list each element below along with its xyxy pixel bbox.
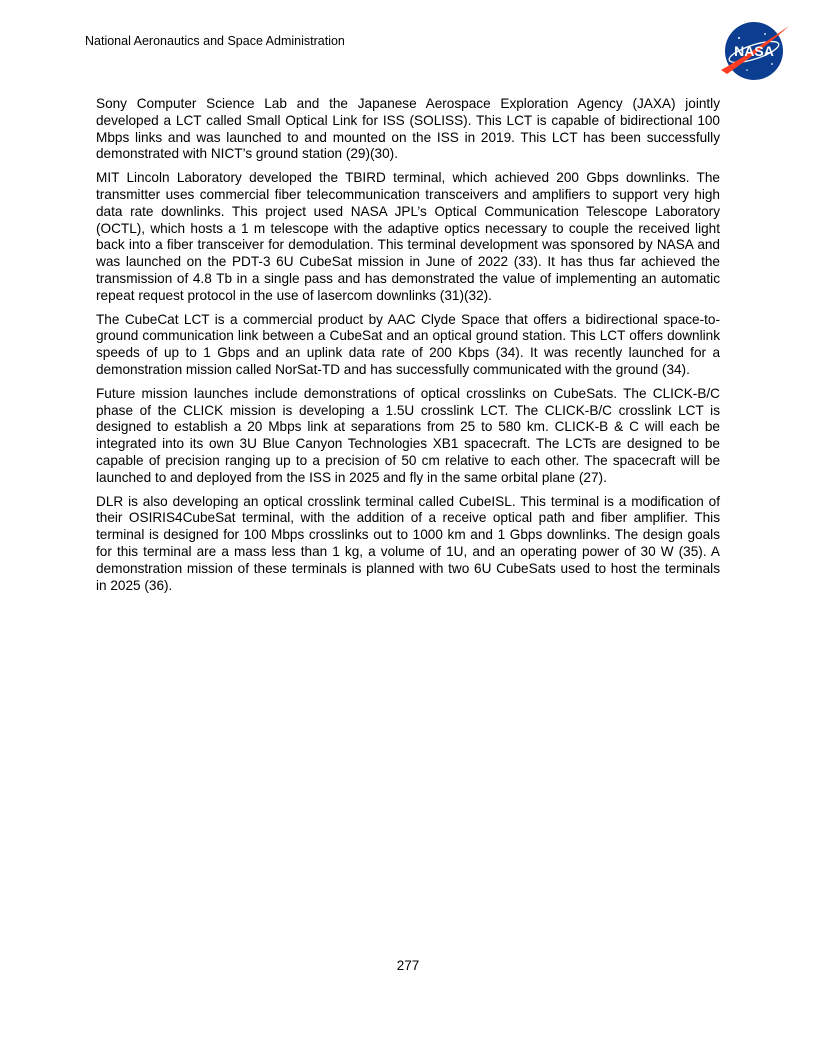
paragraph-click: Future mission launches include demonstrations of optical crosslinks on CubeSats. The CLICK-B/C phase of the CLICK mission is developing a 1.5U crosslink LCT. The CLICK-B/C crosslink LCT is designed to establish a 20 Mbps link at separations from 25 to 580 km. CLICK-B & C will each be integrated into its own 3U Blue Canyon Technologies XB1 spacecraft. The LCTs are designed to be capable of precision ranging up to a precision of 50 cm relative to each other. The spacecraft will be launched to and deployed from the ISS in 2025 and fly in the same orbital plane (27). [96, 385, 720, 485]
paragraph-tbird: MIT Lincoln Laboratory developed the TBIRD terminal, which achieved 200 Gbps downlinks. The transmitter uses commercial fiber telecommunication transceivers and amplifiers to support very high data rate downlinks. This project used NASA JPL’s Optical Communication Telescope Laboratory (OCTL), which hosts a 1 m telescope with the adaptive optics necessary to couple the received light back into a fiber transceiver for demodulation. This terminal development was sponsored by NASA and was launched on the PDT-3 6U CubeSat mission in June of 2022 (33). It has thus far achieved the transmission of 4.8 Tb in a single pass and has demonstrated the value of implementing an automatic repeat request protocol in the use of lasercom downlinks (31)(32). [96, 170, 720, 303]
paragraph-soliss: Sony Computer Science Lab and the Japanese Aerospace Exploration Agency (JAXA) jointly developed a LCT called Small Optical Link for ISS (SOLISS). This LCT is capable of bidirectional 100 Mbps links and was launched to and mounted on the ISS in 2019. This LCT has been successfully demonstrated with NICT’s ground station (29)(30). [96, 96, 720, 162]
nasa-logo-star [738, 37, 740, 39]
header-org-name: National Aeronautics and Space Administration [85, 34, 345, 48]
paragraph-cubecat: The CubeCat LCT is a commercial product by AAC Clyde Space that offers a bidirectional space-to-ground communication link between a CubeSat and an optical ground station. This LCT offers downlink speeds of up to 1 Gbps and an uplink data rate of 200 Kbps (34). It was recently launched for a demonstration mission called NorSat-TD and has successfully communicated with the ground (34). [96, 311, 720, 377]
paragraph-cubeisl: DLR is also developing an optical crosslink terminal called CubeISL. This terminal is a modification of their OSIRIS4CubeSat terminal, with the addition of a receive optical path and fiber amplifier. This terminal is designed for 100 Mbps crosslinks out to 1000 km and 1 Gbps downlinks. The design goals for this terminal are a mass less than 1 kg, a volume of 1U, and an operating power of 30 W (35). A demonstration mission of these terminals is planned with two 6U CubeSats used to host the terminals in 2025 (36). [96, 493, 720, 593]
nasa-logo [717, 20, 791, 82]
page-number: 277 [396, 958, 420, 973]
nasa-logo-star [771, 63, 773, 65]
body-content [96, 96, 720, 601]
nasa-logo-star [764, 33, 766, 35]
nasa-logo-star [746, 69, 748, 71]
nasa-logo-wordmark: NASA [734, 43, 774, 59]
